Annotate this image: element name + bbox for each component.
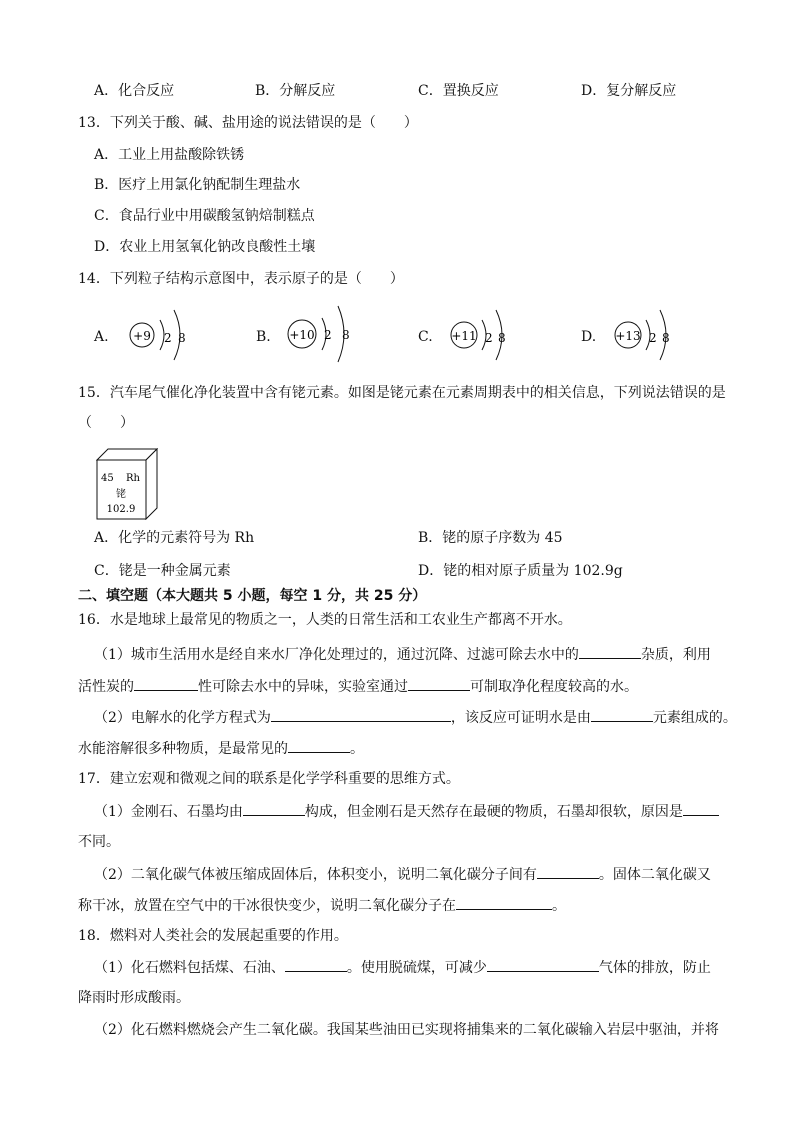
atom-diagram-b [286, 302, 356, 366]
atom-diagram-d [612, 304, 682, 366]
q16-part1-line1: （1）城市生活用水是经自来水厂净化处理过的，通过沉降、过滤可除去水中的 杂质，利用 [94, 644, 711, 665]
q16-part2-line2: 水能溶解很多种物质，是最常见的 。 [78, 738, 364, 759]
atom-b-shell2: 8 [342, 328, 350, 342]
answer-blank[interactable] [537, 864, 599, 879]
atom-a-shell2: 8 [178, 331, 186, 345]
atom-b-nucleus: +10 [289, 328, 315, 342]
answer-blank[interactable] [591, 707, 653, 722]
periodic-table-cell [96, 448, 158, 520]
answer-blank[interactable] [456, 895, 552, 910]
q18-part2-line1: （2）化石燃料燃烧会产生二氧化碳。我国某些油田已实现将捕集来的二氧化碳输入岩层中驱油，并将 [94, 1022, 719, 1038]
q12-option-b: B．分解反应 [255, 83, 336, 99]
atom-d-nucleus: +13 [615, 329, 641, 343]
q13-option-c: C．食品行业中用碳酸氢钠焙制糕点 [94, 208, 315, 224]
answer-blank[interactable] [579, 644, 641, 659]
q16-part1-line2: 活性炭的 性可除去水中的异味，实验室通过 可制取净化程度较高的水。 [78, 676, 638, 697]
atom-c-shell1: 2 [485, 331, 493, 345]
answer-blank[interactable] [408, 676, 470, 691]
element-name: 铑 [116, 489, 126, 500]
q13-option-a: A．工业上用盐酸除铁锈 [94, 147, 245, 163]
q12-option-a: A．化合反应 [94, 83, 175, 99]
atom-d-shell1: 2 [649, 331, 657, 345]
atom-c-nucleus: +11 [451, 329, 477, 343]
atom-a-shell1: 2 [164, 331, 172, 345]
q15-stem: 15．汽车尾气催化净化装置中含有铑元素。如图是铑元素在元素周期表中的相关信息，下列说法错误的是 [78, 385, 726, 401]
q15-option-a: A．化学的元素符号为 Rh [94, 530, 255, 546]
element-mass: 102.9 [106, 504, 136, 515]
answer-blank[interactable] [243, 801, 305, 816]
q15-stem-paren: （ ） [78, 415, 134, 431]
q16-stem: 16．水是地球上最常见的物质之一，人类的日常生活和工农业生产都离不开水。 [78, 612, 572, 628]
q14-option-c-label: C. [418, 329, 433, 345]
q14-stem: 14．下列粒子结构示意图中，表示原子的是（ ） [78, 271, 404, 287]
answer-blank[interactable] [288, 738, 350, 753]
q14-option-b-label: B. [256, 329, 271, 345]
answer-blank[interactable] [285, 957, 347, 972]
q13-stem: 13．下列关于酸、碱、盐用途的说法错误的是（ ） [78, 115, 418, 131]
q12-option-c: C．置换反应 [418, 83, 499, 99]
q15-option-b: B．铑的原子序数为 45 [418, 530, 563, 546]
atom-b-shell1: 2 [324, 328, 332, 342]
q17-part2-line2: 称干冰，放置在空气中的干冰很快变少，说明二氧化碳分子在 。 [78, 895, 566, 916]
q16-part2-line1: （2）电解水的化学方程式为 ，该反应可证明水是由 元素组成的。 [94, 707, 737, 728]
q14-option-d-label: D. [581, 329, 597, 345]
atom-c-shell2: 8 [498, 331, 506, 345]
q18-stem: 18．燃料对人类社会的发展起重要的作用。 [78, 928, 348, 944]
element-number: 45 [101, 473, 114, 484]
q13-option-b: B．医疗上用氯化钠配制生理盐水 [94, 177, 301, 193]
atom-a-nucleus: +9 [133, 329, 151, 343]
atom-diagram-c [448, 304, 518, 366]
element-symbol: Rh [126, 473, 140, 484]
q12-option-d: D．复分解反应 [581, 83, 677, 99]
atom-diagram-a [126, 304, 196, 366]
answer-blank[interactable] [683, 801, 719, 816]
q18-part1-line2: 降雨时形成酸雨。 [78, 990, 190, 1006]
q17-stem: 17．建立宏观和微观之间的联系是化学学科重要的思维方式。 [78, 771, 460, 787]
atom-d-shell2: 8 [662, 331, 670, 345]
answer-blank[interactable] [271, 707, 451, 722]
answer-blank[interactable] [487, 957, 599, 972]
q18-part1-line1: （1）化石燃料包括煤、石油、 。使用脱硫煤，可减少 气体的排放，防止 [94, 957, 711, 978]
q17-part1-line2: 不同。 [78, 834, 120, 850]
section-title-fill-in: 二、填空题（本大题共 5 小题，每空 1 分，共 25 分） [78, 588, 427, 604]
q15-option-d: D．铑的相对原子质量为 102.9g [418, 563, 623, 579]
q17-part2-line1: （2）二氧化碳气体被压缩成固体后，体积变小，说明二氧化碳分子间有 。固体二氧化碳又 [94, 864, 711, 885]
q14-option-a-label: A. [94, 329, 109, 345]
q13-option-d: D．农业上用氢氧化钠改良酸性土壤 [94, 239, 316, 255]
q15-option-c: C．铑是一种金属元素 [94, 563, 231, 579]
q17-part1-line1: （1）金刚石、石墨均由 构成，但金刚石是天然存在最硬的物质，石墨却很软，原因是 [94, 801, 719, 822]
answer-blank[interactable] [134, 676, 198, 691]
